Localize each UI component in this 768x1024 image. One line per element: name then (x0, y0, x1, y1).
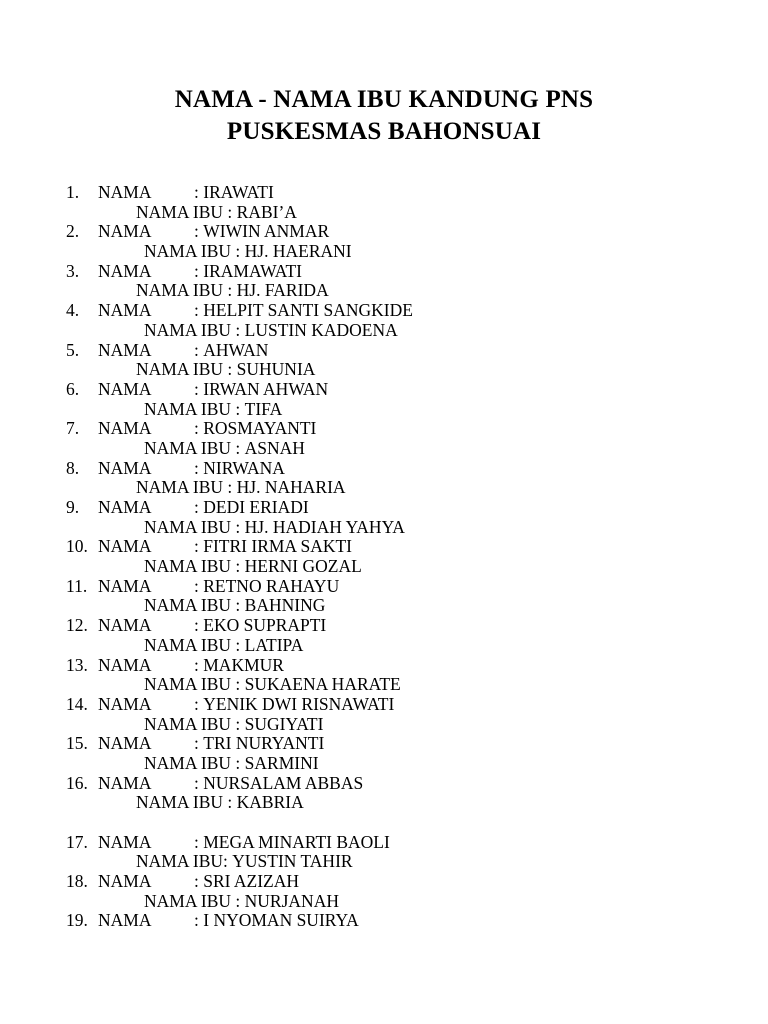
entry-nama-value: FITRI IRMA SAKTI (203, 536, 353, 557)
list-entry (66, 301, 726, 340)
list-entry (66, 262, 726, 301)
entry-nama-label: NAMA (98, 693, 152, 714)
entry-nama-ibu-label: NAMA IBU (144, 752, 232, 773)
entry-nama-value: MEGA MINARTI BAOLI (203, 831, 390, 852)
entry-number: 15. (66, 733, 88, 754)
entry-nama-label: NAMA (98, 575, 152, 596)
entry-nama-separator: : (194, 871, 204, 892)
title-line-1: NAMA - NAMA IBU KANDUNG PNS (174, 86, 594, 113)
entry-nama-label: NAMA (98, 910, 152, 931)
entry-nama-value: HELPIT SANTI SANGKIDE (203, 300, 413, 321)
entry-nama-label: NAMA (98, 871, 152, 892)
entry-nama-ibu-value: LUSTIN KADOENA (244, 319, 398, 340)
entry-nama-ibu-separator: : (231, 674, 245, 695)
entry-nama-value: MAKMUR (203, 654, 284, 675)
entry-nama-ibu-separator: : (231, 595, 245, 616)
entry-nama-row (66, 262, 726, 282)
entry-nama-value: ROSMAYANTI (203, 418, 317, 439)
entry-nama-ibu-separator: : (231, 634, 245, 655)
entry-nama-ibu-row (66, 360, 726, 380)
entry-nama-value: IRAMAWATI (203, 260, 302, 281)
entry-number: 10. (66, 536, 88, 557)
list-entry (66, 419, 726, 458)
entry-nama-value: AHWAN (203, 339, 269, 360)
entry-number: 9. (66, 497, 84, 517)
entry-nama-ibu-label: NAMA IBU (136, 280, 224, 301)
entry-nama-separator: : (194, 378, 204, 399)
list-entry (66, 577, 726, 616)
entry-nama-row (66, 911, 726, 931)
list-entry (66, 498, 726, 537)
entry-nama-separator: : (194, 831, 204, 852)
entry-nama-label: NAMA (98, 378, 152, 399)
entry-nama-ibu-value: YUSTIN TAHIR (232, 851, 353, 872)
entry-nama-ibu-value: HJ. FARIDA (236, 280, 329, 301)
entry-number: 11. (66, 575, 88, 596)
entry-nama-label: NAMA (98, 457, 152, 478)
title-line-2: PUSKESMAS BAHONSUAI (226, 118, 542, 145)
entry-nama-ibu-separator: : (231, 890, 245, 911)
entry-nama-row (66, 734, 726, 754)
entry-nama-ibu-separator: : (231, 241, 245, 262)
entry-nama-ibu-label: NAMA IBU (144, 595, 232, 616)
entry-number: 3. (66, 260, 84, 281)
entry-nama-ibu-separator: : (231, 398, 245, 419)
entry-nama-ibu-value: HJ. HADIAH YAHYA (244, 516, 405, 537)
entry-nama-label: NAMA (98, 654, 152, 675)
entry-nama-label: NAMA (98, 418, 152, 439)
entry-nama-row (66, 380, 726, 400)
entry-nama-ibu-value: HJ. HAERANI (244, 241, 352, 262)
entry-nama-row (66, 774, 726, 794)
document-title (0, 84, 768, 148)
list-entry (66, 183, 726, 222)
entry-nama-separator: : (194, 221, 204, 242)
entry-nama-separator: : (194, 693, 204, 714)
entry-nama-label: NAMA (98, 733, 152, 754)
entry-number: 14. (66, 693, 88, 714)
entry-nama-ibu-value: SUKAENA HARATE (244, 674, 401, 695)
entry-nama-label: NAMA (98, 536, 152, 557)
entry-nama-label: NAMA (98, 615, 152, 636)
entry-nama-ibu-label: NAMA IBU (136, 201, 224, 222)
entry-nama-ibu-separator: : (223, 201, 237, 222)
entry-nama-label: NAMA (98, 831, 152, 852)
entry-nama-value: NURSALAM ABBAS (203, 772, 364, 793)
list-entry (66, 656, 726, 695)
list-entry (66, 833, 726, 872)
entry-nama-value: SRI AZIZAH (203, 871, 300, 892)
entry-nama-row (66, 183, 726, 203)
entry-nama-ibu-separator: : (231, 556, 245, 577)
entry-nama-ibu-value: HJ. NAHARIA (236, 477, 346, 498)
list-entry (66, 774, 726, 813)
entry-nama-separator: : (194, 182, 204, 202)
entry-nama-separator: : (194, 910, 204, 931)
entry-nama-value: IRWAN AHWAN (203, 378, 329, 399)
list-entry (66, 695, 726, 734)
entry-nama-row (66, 222, 726, 242)
entry-nama-row (66, 656, 726, 676)
entry-nama-ibu-label: NAMA IBU (136, 792, 224, 813)
entry-nama-label: NAMA (98, 300, 152, 321)
entry-number: 12. (66, 615, 88, 636)
entry-nama-value: WIWIN ANMAR (203, 221, 330, 242)
entry-nama-label: NAMA (98, 221, 152, 242)
entry-nama-ibu-row (66, 892, 726, 912)
list-entry (66, 734, 726, 773)
entry-nama-ibu-value: LATIPA (244, 634, 304, 655)
entry-nama-separator: : (194, 733, 204, 754)
list-entry (66, 222, 726, 261)
entry-number: 16. (66, 772, 88, 793)
entry-nama-separator: : (194, 654, 204, 675)
entry-nama-ibu-row (66, 852, 726, 872)
entry-number: 19. (66, 910, 88, 931)
entry-nama-ibu-row (66, 400, 726, 420)
entry-nama-ibu-value: SARMINI (244, 752, 319, 773)
entry-nama-ibu-separator: : (231, 319, 245, 340)
entry-nama-value: DEDI ERIADI (203, 497, 309, 517)
list-entry (66, 537, 726, 576)
entry-nama-ibu-row (66, 715, 726, 735)
entry-nama-ibu-label: NAMA IBU (144, 713, 232, 734)
entry-nama-ibu-label: NAMA IBU (136, 359, 224, 380)
entry-nama-value: YENIK DWI RISNAWATI (203, 693, 395, 714)
entry-nama-value: RETNO RAHAYU (203, 575, 340, 596)
entry-nama-row (66, 577, 726, 597)
entry-nama-ibu-row (66, 242, 726, 262)
entry-nama-label: NAMA (98, 260, 152, 281)
entry-nama-separator: : (194, 536, 204, 557)
entry-nama-ibu-row (66, 281, 726, 301)
entry-nama-label: NAMA (98, 772, 152, 793)
entry-nama-ibu-row (66, 793, 726, 813)
entry-number: 2. (66, 221, 84, 242)
entry-nama-label: NAMA (98, 497, 152, 517)
entry-nama-ibu-row (66, 675, 726, 695)
entry-nama-ibu-row (66, 518, 726, 538)
entry-nama-row (66, 537, 726, 557)
entry-nama-ibu-separator: : (223, 851, 233, 872)
entry-nama-ibu-row (66, 478, 726, 498)
entry-nama-ibu-label: NAMA IBU (144, 556, 232, 577)
list-entry (66, 459, 726, 498)
entry-nama-separator: : (194, 418, 204, 439)
entry-nama-separator: : (194, 300, 204, 321)
list-entry (66, 341, 726, 380)
entry-nama-ibu-row (66, 636, 726, 656)
entry-nama-separator: : (194, 457, 204, 478)
entry-nama-ibu-label: NAMA IBU (136, 851, 224, 872)
entry-nama-ibu-row (66, 203, 726, 223)
entry-nama-separator: : (194, 339, 204, 360)
entry-nama-label: NAMA (98, 182, 152, 202)
entry-number: 13. (66, 654, 88, 675)
entry-nama-ibu-separator: : (231, 437, 245, 458)
entry-nama-value: EKO SUPRAPTI (203, 615, 327, 636)
entry-nama-ibu-value: BAHNING (244, 595, 326, 616)
entry-nama-row (66, 459, 726, 479)
entry-number: 7. (66, 418, 84, 439)
entry-nama-value: I NYOMAN SUIRYA (203, 910, 359, 931)
list-entry (66, 872, 726, 911)
entry-nama-ibu-label: NAMA IBU (144, 437, 232, 458)
entry-nama-ibu-value: KABRIA (236, 792, 304, 813)
entry-nama-ibu-label: NAMA IBU (144, 634, 232, 655)
entry-nama-ibu-row (66, 439, 726, 459)
entry-number: 4. (66, 300, 84, 321)
list-entry (66, 380, 726, 419)
entry-nama-ibu-separator: : (223, 280, 237, 301)
entry-nama-value: IRAWATI (203, 182, 274, 202)
entry-nama-ibu-value: TIFA (244, 398, 283, 419)
entry-nama-ibu-label: NAMA IBU (144, 398, 232, 419)
entry-number: 5. (66, 339, 84, 360)
entry-number: 18. (66, 871, 88, 892)
entry-nama-ibu-value: HERNI GOZAL (244, 556, 362, 577)
entry-nama-separator: : (194, 615, 204, 636)
entry-nama-ibu-value: SUHUNIA (236, 359, 316, 380)
entry-nama-ibu-label: NAMA IBU (144, 516, 232, 537)
entry-nama-row (66, 833, 726, 853)
entry-nama-row (66, 419, 726, 439)
entry-nama-ibu-label: NAMA IBU (144, 241, 232, 262)
entry-nama-ibu-value: NURJANAH (244, 890, 339, 911)
entry-nama-separator: : (194, 772, 204, 793)
entry-number: 17. (66, 831, 88, 852)
entry-number: 8. (66, 457, 84, 478)
entry-nama-ibu-label: NAMA IBU (144, 319, 232, 340)
entry-nama-ibu-separator: : (223, 792, 237, 813)
entry-number: 1. (66, 182, 84, 202)
entry-nama-ibu-row (66, 321, 726, 341)
entry-nama-ibu-label: NAMA IBU (136, 477, 224, 498)
entry-nama-ibu-separator: : (231, 516, 245, 537)
entry-nama-value: TRI NURYANTI (203, 733, 325, 754)
entry-nama-ibu-separator: : (223, 477, 237, 498)
list-entry (66, 616, 726, 655)
entry-nama-row (66, 301, 726, 321)
entry-nama-ibu-separator: : (231, 713, 245, 734)
entry-nama-value: NIRWANA (203, 457, 285, 478)
entry-nama-ibu-label: NAMA IBU (144, 890, 232, 911)
entry-nama-ibu-row (66, 557, 726, 577)
entry-nama-row (66, 498, 726, 518)
entry-nama-ibu-row (66, 754, 726, 774)
entry-nama-row (66, 341, 726, 361)
entry-nama-ibu-separator: : (223, 359, 237, 380)
entry-nama-row (66, 695, 726, 715)
entry-nama-ibu-value: SUGIYATI (244, 713, 324, 734)
entry-nama-ibu-value: ASNAH (244, 437, 305, 458)
entry-nama-row (66, 872, 726, 892)
pns-mother-name-list (66, 183, 726, 931)
entry-number: 6. (66, 378, 84, 399)
entry-nama-ibu-separator: : (231, 752, 245, 773)
entry-nama-label: NAMA (98, 339, 152, 360)
entry-nama-ibu-value: RABI’A (236, 201, 297, 222)
entry-nama-separator: : (194, 575, 204, 596)
entry-nama-ibu-label: NAMA IBU (144, 674, 232, 695)
entry-nama-ibu-row (66, 596, 726, 616)
entry-nama-separator: : (194, 260, 204, 281)
entry-nama-row (66, 616, 726, 636)
list-entry (66, 911, 726, 931)
entry-nama-separator: : (194, 497, 204, 517)
